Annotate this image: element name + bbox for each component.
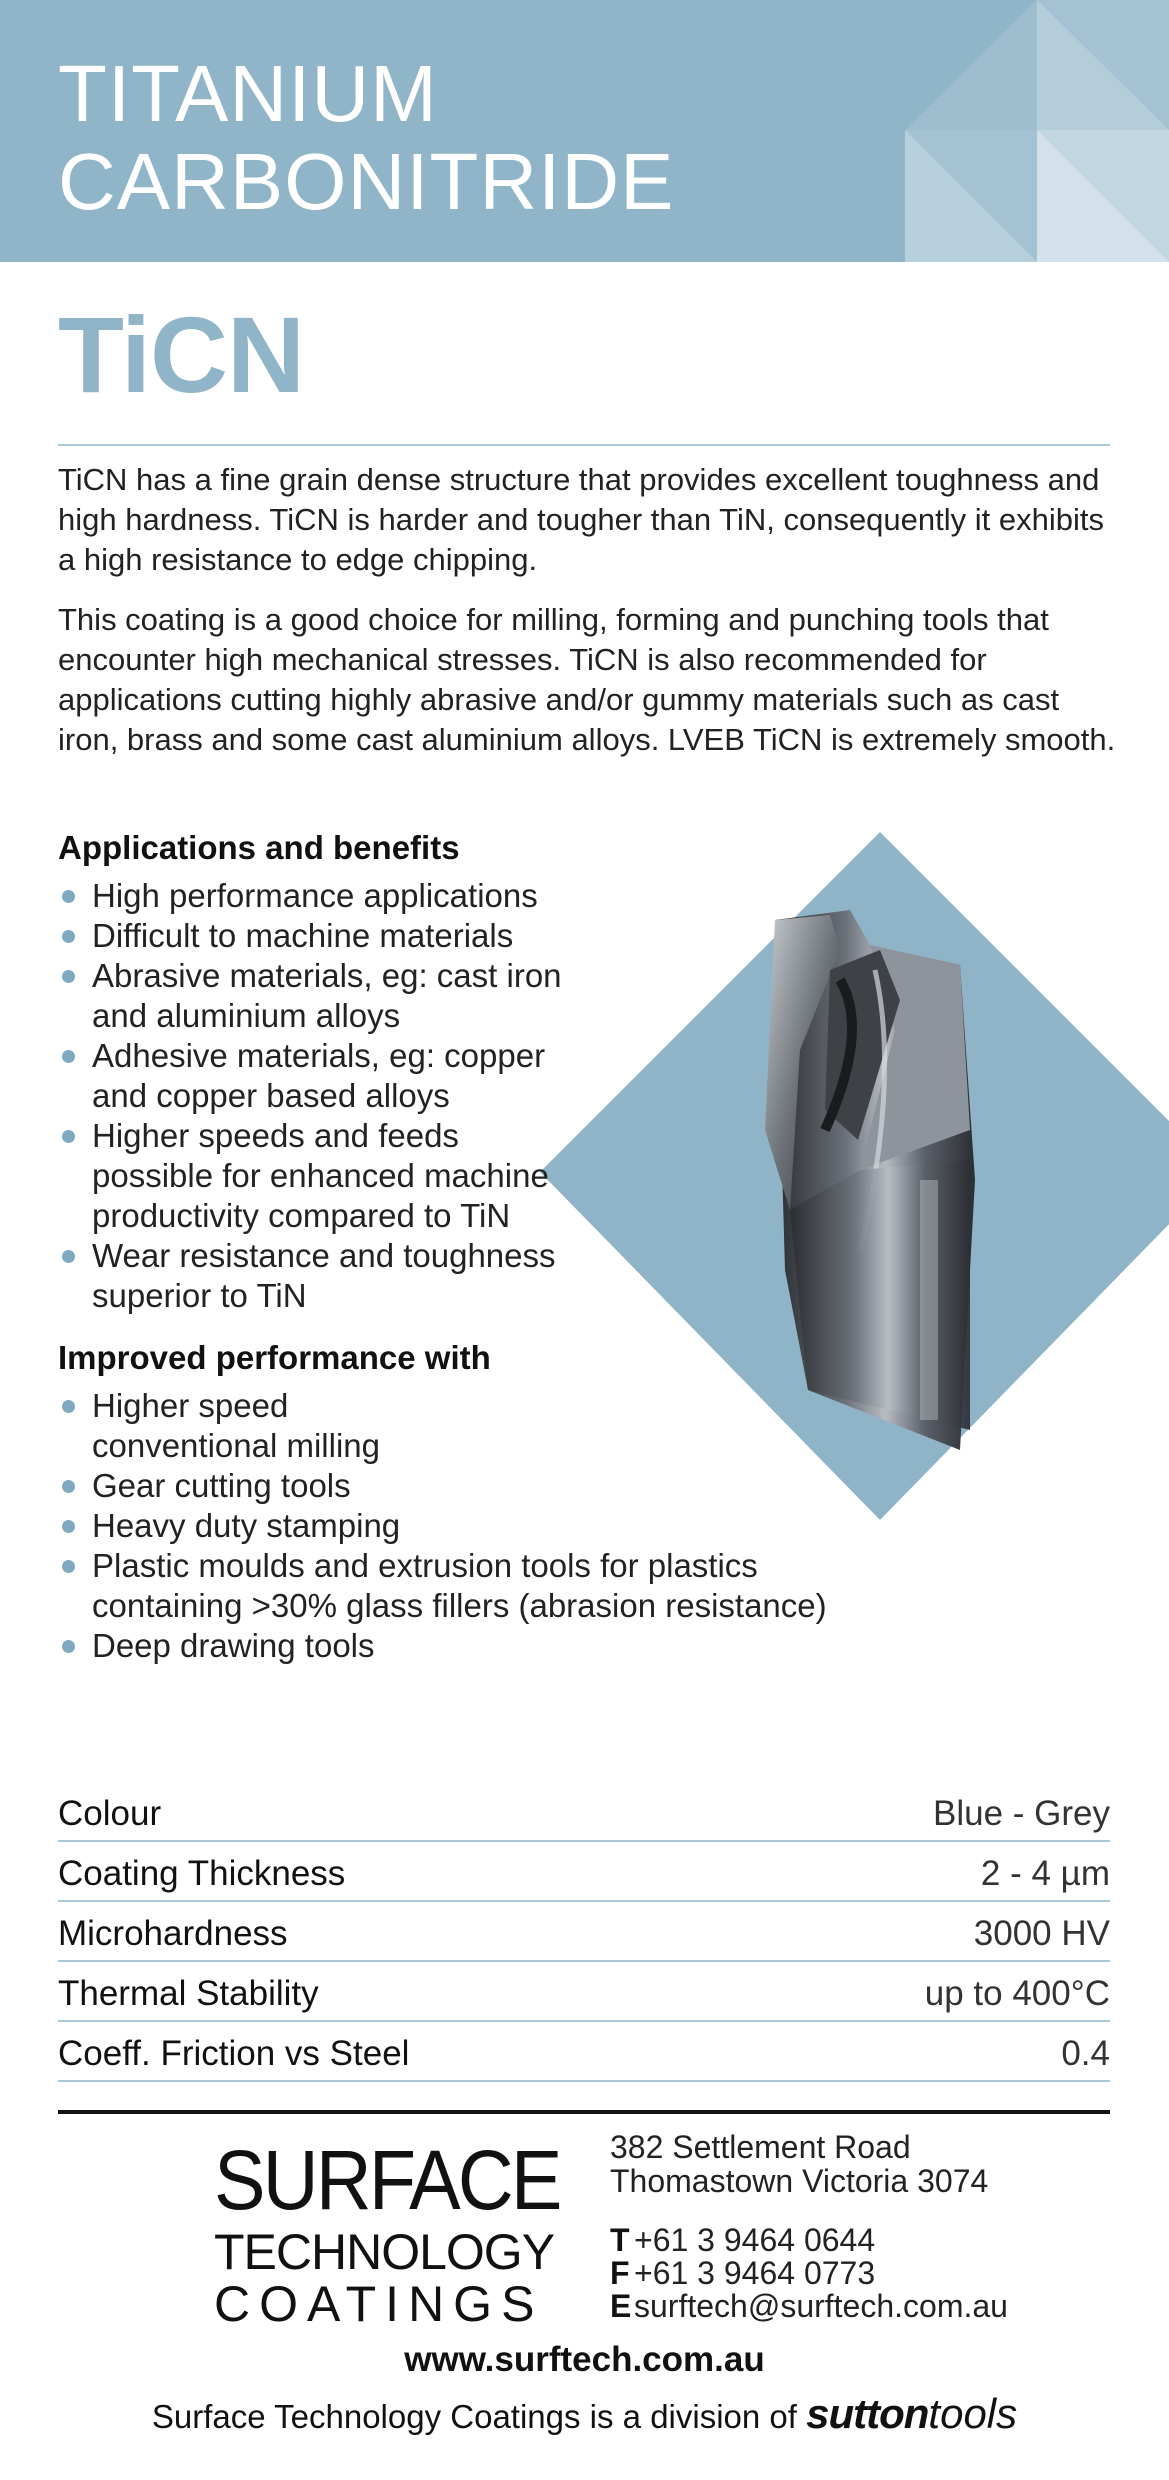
email-key: E xyxy=(610,2288,632,2324)
list-item: Heavy duty stamping xyxy=(58,1506,878,1546)
fax-key: F xyxy=(610,2255,630,2291)
header-band xyxy=(0,0,1169,262)
bullet-dot-icon xyxy=(62,1480,75,1493)
improved-list xyxy=(58,1386,878,1666)
list-item: Plastic moulds and extrusion tools for plastics containing >30% glass fillers (abrasion resistance) xyxy=(58,1546,832,1626)
spec-label: Coating Thickness xyxy=(58,1854,346,1893)
list-item: Higher speeds and feeds possible for enhanced machine productivity compared to TiN xyxy=(58,1116,578,1236)
sutton-tools-logo-part1: sutton xyxy=(806,2390,929,2437)
contact-details xyxy=(610,2224,1008,2323)
bullet-dot-icon xyxy=(62,1520,75,1533)
coating-code: TiCN xyxy=(58,294,305,415)
fax-number: +61 3 9464 0773 xyxy=(634,2255,876,2291)
spec-label: Thermal Stability xyxy=(58,1974,319,2013)
address-line2: Thomastown Victoria 3074 xyxy=(610,2163,989,2199)
division-text: Surface Technology Coatings is a division of xyxy=(151,2398,797,2435)
page-title xyxy=(58,50,675,226)
table-row xyxy=(58,1962,1110,2022)
list-item: Wear resistance and toughness superior to TiN xyxy=(58,1236,578,1316)
spec-value: 0.4 xyxy=(1061,2034,1110,2073)
phone-number[interactable]: +61 3 9464 0644 xyxy=(634,2222,876,2258)
email-link[interactable]: surftech@surftech.com.au xyxy=(634,2288,1008,2324)
applications-heading: Applications and benefits xyxy=(58,829,460,866)
bullet-dot-icon xyxy=(62,1250,75,1263)
spec-value: 3000 HV xyxy=(973,1914,1110,1953)
phone-key: T xyxy=(610,2222,630,2258)
sutton-tools-logo-part2: tools xyxy=(928,2390,1018,2437)
spec-value: 2 - 4 µm xyxy=(980,1854,1110,1893)
bullet-dot-icon xyxy=(62,1050,75,1063)
contact-fax xyxy=(610,2257,1008,2290)
applications-list xyxy=(58,876,578,1316)
intro-paragraph-2: This coating is a good choice for milling, forming and punching tools that encounter high mechanical stresses. TiCN is also recommended for applications cutting highly abrasive and/or gummy materials such as cast iron, brass and some cast aluminium alloys. LVEB TiCN is extremely smooth. xyxy=(58,602,1116,757)
spec-table xyxy=(58,1782,1110,2082)
company-logo xyxy=(214,2133,560,2332)
logo-line1: SURFACE xyxy=(214,2133,560,2227)
list-item: High performance applications xyxy=(58,876,578,916)
spec-label: Microhardness xyxy=(58,1914,288,1953)
page-title-line1: TITANIUM xyxy=(58,49,438,138)
logo-line3: COATINGS xyxy=(214,2276,544,2332)
code-divider xyxy=(58,444,1110,446)
list-item: Abrasive materials, eg: cast iron and aluminium alloys xyxy=(58,956,578,1036)
bullet-dot-icon xyxy=(62,970,75,983)
contact-email xyxy=(610,2290,1008,2323)
list-item: Adhesive materials, eg: copper and copper based alloys xyxy=(58,1036,578,1116)
spec-label: Coeff. Friction vs Steel xyxy=(58,2034,410,2073)
improved-heading: Improved performance with xyxy=(58,1339,491,1376)
list-item: Deep drawing tools xyxy=(58,1626,878,1666)
table-row xyxy=(58,1782,1110,1842)
intro-paragraph-1: TiCN has a fine grain dense structure that provides excellent toughness and high hardness. TiCN is harder and tougher than TiN, consequently it exhibits a high resistance to edge chipping. xyxy=(58,462,1104,577)
address-line1: 382 Settlement Road xyxy=(610,2129,911,2165)
table-row xyxy=(58,1842,1110,1902)
bullet-dot-icon xyxy=(62,1560,75,1573)
spec-label: Colour xyxy=(58,1794,162,1833)
table-row xyxy=(58,1902,1110,1962)
bullet-dot-icon xyxy=(62,1130,75,1143)
page-title-line2: CARBONITRIDE xyxy=(58,137,675,226)
table-row xyxy=(58,2022,1110,2082)
spec-value: Blue - Grey xyxy=(933,1794,1110,1833)
spec-value: up to 400°C xyxy=(924,1974,1110,2013)
logo-line2: TECHNOLOGY xyxy=(214,2224,555,2280)
footer-divider xyxy=(58,2110,1110,2114)
bullet-dot-icon xyxy=(62,890,75,903)
list-item: Higher speed conventional milling xyxy=(58,1386,392,1466)
company-address xyxy=(610,2130,988,2198)
bullet-dot-icon xyxy=(62,1640,75,1653)
bullet-dot-icon xyxy=(62,930,75,943)
contact-phone xyxy=(610,2224,1008,2257)
list-item: Gear cutting tools xyxy=(58,1466,878,1506)
list-item: Difficult to machine materials xyxy=(58,916,578,956)
website-link[interactable]: www.surftech.com.au xyxy=(404,2340,765,2379)
bullet-dot-icon xyxy=(62,1400,75,1413)
division-statement xyxy=(0,2390,1169,2438)
